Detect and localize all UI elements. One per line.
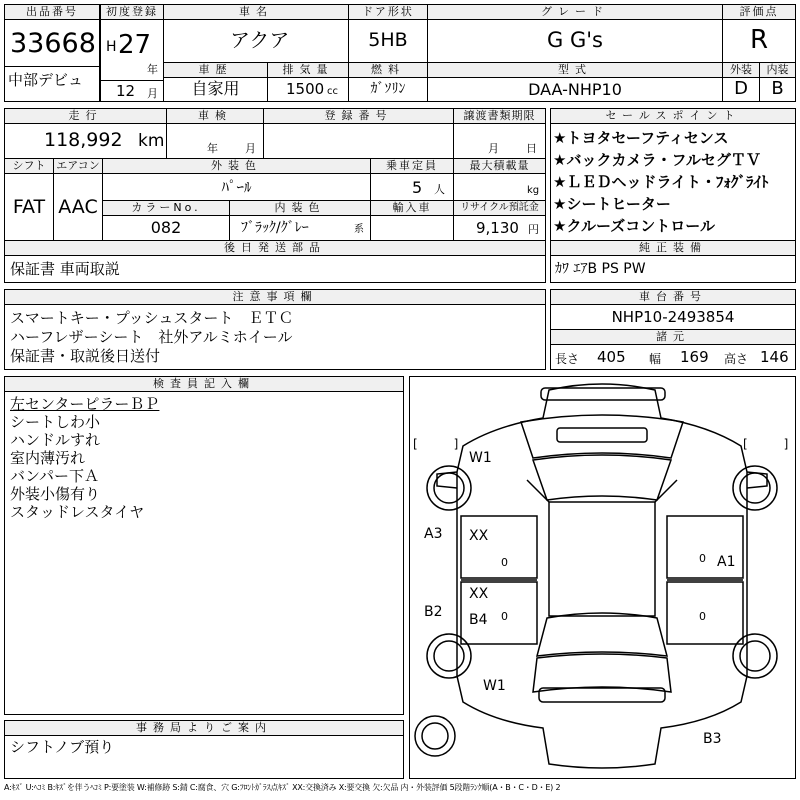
later-parts: 保証書 車両取説 xyxy=(10,260,120,278)
fuel: ｶﾞｿﾘﾝ xyxy=(370,81,406,97)
int-color-unit: 系 xyxy=(354,224,364,235)
chassis-label: 車台番号 xyxy=(550,289,796,305)
rear-glass xyxy=(537,613,667,656)
capacity: 5 xyxy=(412,178,423,197)
width: 169 xyxy=(680,348,709,366)
int-color: ﾌﾞﾗｯｸ/ｸﾞﾚｰ xyxy=(241,220,309,236)
displacement: 1500 xyxy=(286,80,325,98)
capacity-label: 乗車定員 xyxy=(370,158,454,174)
inspector-line: スタッドレスタイヤ xyxy=(10,503,145,521)
rear-bumper xyxy=(539,688,665,702)
capacity-unit: 人 xyxy=(434,183,445,196)
damage-mark: W1 xyxy=(483,678,506,694)
damage-mark: A1 xyxy=(717,554,736,570)
first-reg-label: 初度登録 xyxy=(100,4,164,20)
damage-mark: XX xyxy=(469,586,489,602)
shift-label: シフト xyxy=(4,158,54,174)
recycle-unit: 円 xyxy=(528,223,539,236)
shift: FAT xyxy=(12,196,46,218)
inspector-line: 左センターピラーＢＰ xyxy=(10,395,160,413)
model-label: 型式 xyxy=(427,62,723,78)
int-color-label: 内装色 xyxy=(229,200,371,216)
selling-point: ★バックカメラ・フルセグＴＶ xyxy=(553,151,761,169)
recycle-label: リサイクル預託金 xyxy=(453,200,546,216)
dims-label: 諸元 xyxy=(550,329,796,345)
reg-month-unit: 月 xyxy=(147,87,158,100)
color-label: 外装色 xyxy=(102,158,371,174)
inspector-line: ハンドルすれ xyxy=(10,431,101,449)
history-label: 車歴 xyxy=(163,62,268,78)
later-parts-label: 後日発送部品 xyxy=(4,240,546,256)
ac-label: エアコン xyxy=(53,158,103,174)
load-label: 最大積載量 xyxy=(453,158,546,174)
mileage-unit: km xyxy=(138,131,165,151)
reg-month: 12 xyxy=(116,82,136,100)
ext-label: 外装 xyxy=(722,62,760,78)
reg-year-unit: 年 xyxy=(147,63,158,76)
damage-mark: 0 xyxy=(501,556,508,569)
int-label: 内装 xyxy=(759,62,796,78)
door-left-front xyxy=(461,516,537,578)
inspection-month-unit: 月 xyxy=(245,142,256,155)
note-line: スマートキー・プッシュスタート ＥＴＣ xyxy=(10,309,294,327)
color-no-label: カラーNo. xyxy=(102,200,230,216)
recycle-amount: 9,130 xyxy=(476,219,519,237)
height: 146 xyxy=(760,348,789,366)
front-grille xyxy=(557,428,647,442)
color: ﾊﾟｰﾙ xyxy=(221,178,252,196)
windshield xyxy=(533,455,671,500)
car-name-label: 車名 xyxy=(163,4,349,20)
note-line: 保証書・取説後日送付 xyxy=(10,347,161,365)
selling-point: ★ＬＥＤヘッドライト・ﾌｫｸﾞﾗｲﾄ xyxy=(553,173,769,191)
transfer-month-unit: 月 xyxy=(488,142,499,155)
selling-points-label: セールスポイント xyxy=(550,108,796,124)
inspector-line: シートしわ小 xyxy=(10,413,101,431)
roof xyxy=(549,502,655,616)
score-label: 評価点 xyxy=(722,4,796,20)
lot-label: 出品番号 xyxy=(4,4,100,20)
reg-era: H xyxy=(106,39,117,55)
displacement-unit: cc xyxy=(327,86,338,97)
import-cell xyxy=(370,215,454,241)
office-note: シフトノブ預り xyxy=(10,738,115,756)
plate-cell xyxy=(263,123,454,159)
height-label: 高さ xyxy=(724,352,749,366)
length: 405 xyxy=(597,348,626,366)
import-label: 輸入車 xyxy=(370,200,454,216)
load-unit: kg xyxy=(527,185,540,196)
selling-point: ★シートヒーター xyxy=(553,195,671,213)
door-type: 5HB xyxy=(368,29,408,51)
inspection-year-unit: 年 xyxy=(207,142,218,155)
damage-mark: 0 xyxy=(501,610,508,623)
ac: AAC xyxy=(58,196,98,218)
front-bumper xyxy=(541,388,665,400)
damage-mark: B4 xyxy=(469,612,488,628)
chassis-number: NHP10-2493854 xyxy=(611,308,735,326)
damage-mark: 0 xyxy=(699,552,706,565)
selling-point: ★クルーズコントロール xyxy=(553,217,715,235)
inspector-line: 室内薄汚れ xyxy=(10,449,86,467)
damage-mark: 0 xyxy=(699,610,706,623)
grade: G G's xyxy=(547,28,603,52)
lot-number: 33668 xyxy=(10,28,96,59)
door-label: ドア形状 xyxy=(348,4,428,20)
mileage-label: 走行 xyxy=(4,108,167,124)
legend: A:ｷｽﾞ U:ﾍｺﾐ B:ｷｽﾞを伴うﾍｺﾐ P:要塗装 W:補修跡 S:錆 C:腐食、穴 G:ﾌﾛﾝﾄｶﾞﾗｽ点ｷｽﾞ XX:交換済み X:要交換 欠:欠品 内・外装評価 5段階ﾗﾝｸ順(A・B・C・D・E) 2 xyxy=(4,783,561,792)
damage-mark: B3 xyxy=(703,731,722,747)
fuel-label: 燃料 xyxy=(348,62,428,78)
damage-mark: B2 xyxy=(424,604,443,620)
car-name: アクア xyxy=(230,28,290,52)
ext-score: D xyxy=(734,78,748,99)
transfer-day-unit: 日 xyxy=(526,142,537,155)
note-line: ハーフレザーシート 社外アルミホイール xyxy=(10,328,293,346)
reg-year: 27 xyxy=(118,30,152,60)
color-no: 082 xyxy=(150,218,182,237)
int-score: B xyxy=(771,78,784,99)
trunk xyxy=(533,654,671,692)
model-code: DAA-NHP10 xyxy=(528,80,622,99)
history: 自家用 xyxy=(191,79,240,98)
grade-label: グレード xyxy=(427,4,723,20)
notes-label: 注意事項欄 xyxy=(4,289,546,305)
damage-mark: A3 xyxy=(424,526,443,542)
equipment: ｶﾜ ｴｱB PS PW xyxy=(555,261,646,277)
car-diagram xyxy=(409,376,796,779)
transfer-label: 譲渡書類期限 xyxy=(453,108,546,124)
spare-wheel xyxy=(415,716,455,756)
score: R xyxy=(749,25,769,55)
width-label: 幅 xyxy=(649,352,662,366)
displacement-label: 排気量 xyxy=(267,62,349,78)
damage-mark: XX xyxy=(469,528,489,544)
damage-mark: W1 xyxy=(469,450,492,466)
selling-point: ★トヨタセーフティセンス xyxy=(553,129,729,147)
venue: 中部デビュ xyxy=(8,71,84,89)
hood xyxy=(521,415,683,458)
inspector-line: 外装小傷有り xyxy=(10,485,101,503)
inspector-line: バンパー下Ａ xyxy=(10,467,99,485)
bracket-left: [ ] xyxy=(413,437,459,451)
mileage: 118,992 xyxy=(44,129,123,151)
bracket-right: [ ] xyxy=(743,437,789,451)
equipment-label: 純正装備 xyxy=(550,240,796,256)
inspection-label: 車検 xyxy=(166,108,264,124)
office-label: 事務局よりご案内 xyxy=(4,720,404,736)
inspector-label: 検査員記入欄 xyxy=(4,376,404,392)
plate-label: 登録番号 xyxy=(263,108,454,124)
length-label: 長さ xyxy=(555,352,580,366)
